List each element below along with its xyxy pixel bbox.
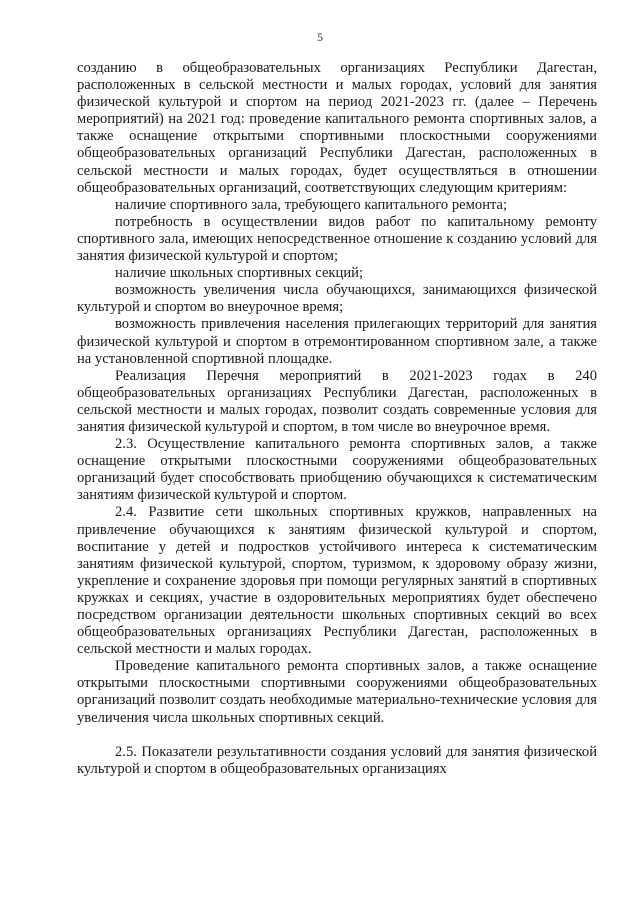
paragraph-section-2-3: 2.3. Осуществление капитального ремонта спортивных залов, а также оснащение открытыми плоскостными сооружениями общеобразовательных организаций будет способствовать приобщению обучающихся к систематическим занятиям физической культурой и спортом. bbox=[77, 436, 597, 504]
paragraph-section-2-5: 2.5. Показатели результативности создания условий для занятия физической культурой и спортом в общеобразовательных организациях bbox=[77, 743, 597, 777]
criterion-student-increase: возможность увеличения числа обучающихся, занимающихся физической культурой и спортом во внеурочное время; bbox=[77, 282, 597, 316]
document-body bbox=[77, 60, 597, 778]
paragraph-intro-continuation: созданию в общеобразовательных организациях Республики Дагестан, расположенных в сельской местности и малых городах, условий для занятия физической культурой и спортом на период 2021-2023 гг. (далее – Перечень мероприятий) на 2021 год: проведение капитального ремонта спортивных залов, а также оснащение открытыми спортивными плоскостными сооружениями общеобразовательных организаций Республики Дагестан, расположенных в сельской местности и малых городах, будет осуществляться в отношении общеобразовательных организаций, соответствующих следующим критериям: bbox=[77, 60, 597, 196]
page-number: 5 bbox=[317, 30, 323, 44]
paragraph-capital-repair: Проведение капитального ремонта спортивных залов, а также оснащение открытыми плоскостными спортивными сооружениями общеобразовательных организаций позволит создать необходимые материально-технические условия для увеличения числа школьных спортивных секций. bbox=[77, 658, 597, 726]
criterion-school-sections: наличие школьных спортивных секций; bbox=[115, 265, 364, 282]
criterion-repair-need: потребность в осуществлении видов работ по капитальному ремонту спортивного зала, имеющих непосредственное отношение к созданию условий для занятия физической культурой и спортом; bbox=[77, 213, 597, 265]
criterion-population-access: возможность привлечения населения прилегающих территорий для занятия физической культурой и спортом в отремонтированном спортивном зале, а также на установленной спортивной площадке. bbox=[77, 316, 597, 367]
paragraph-implementation: Реализация Перечня мероприятий в 2021-2023 годах в 240 общеобразовательных организациях Республики Дагестан, расположенных в сельской местности и малых городах, позволит создать современные условия для занятия физической культурой и спортом, в том числе во внеурочное время. bbox=[77, 367, 597, 435]
criterion-sports-hall: наличие спортивного зала, требующего капитального ремонта; bbox=[115, 196, 508, 213]
paragraph-section-2-4: 2.4. Развитие сети школьных спортивных кружков, направленных на привлечение обучающихся к занятиям физической культурой и спортом, воспитание у детей и подростков устойчивого интереса к систематическим занятиям физической культурой, спортом, туризмом, к здоровому образу жизни, укрепление и сохранение здоровья при помощи регулярных занятий в спортивных кружках и секциях, участие в оздоровительных мероприятиях будет обеспечено посредством организации деятельности школьных спортивных секций во всех общеобразовательных организациях Республики Дагестан, расположенных в сельской местности и малых городах. bbox=[77, 504, 597, 658]
